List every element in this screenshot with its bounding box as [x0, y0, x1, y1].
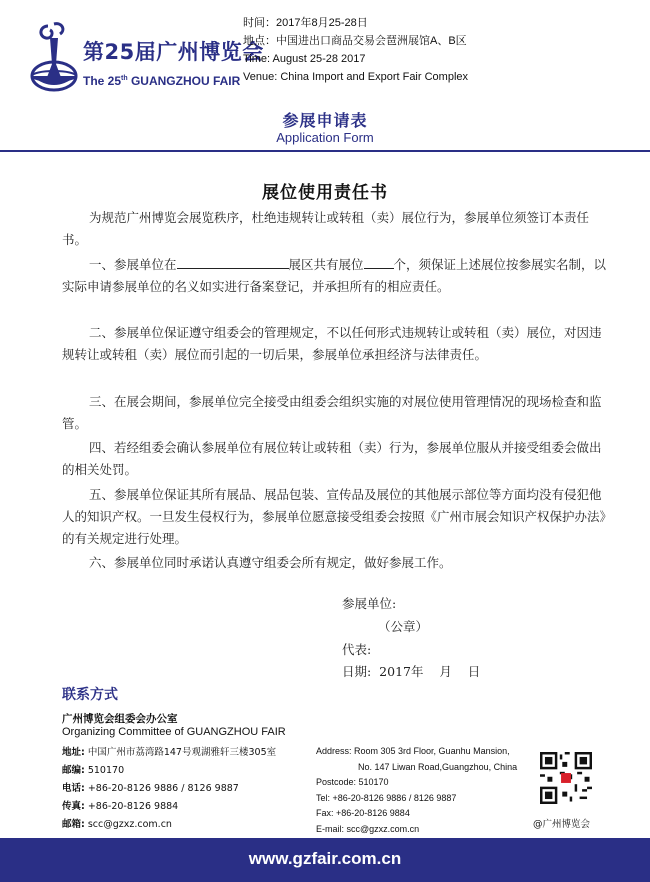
logo-text-en: The 25th GUANGZHOU FAIR [83, 74, 241, 88]
logo-text-cn: 第25届广州博览会 [83, 40, 264, 64]
clause-2: 二、参展单位保证遵守组委会的管理规定，不以任何形式违规转让或转租（卖）展位，对因违规转让或转租（卖）展位而引起的一切后果，参展单位承担经济与法律责任。 [62, 325, 602, 362]
document-title: 展位使用责任书 [262, 183, 388, 203]
booth-count-blank-field[interactable] [364, 254, 394, 269]
phone-en: Tel: +86-20-8126 9886 / 8126 9887 [316, 792, 457, 803]
contact-details-cn [62, 744, 276, 834]
fax-cn: 传真: +86-20-8126 9884 [62, 801, 179, 812]
social-handle: @广州博览会 [533, 819, 591, 830]
event-venue-cn: 地点：中国进出口商品交易会琶洲展馆A、B区 [243, 35, 467, 47]
hall-blank-field[interactable] [177, 254, 289, 269]
intro-paragraph: 为规范广州博览会展览秩序，杜绝违规转让或转租（卖）展位行为，参展单位须签订本责任书。 [62, 210, 590, 247]
postcode-en: Postcode: 510170 [316, 777, 389, 787]
fax-en: Fax: +86-20-8126 9884 [316, 808, 410, 818]
address-en-line2: No. 147 Liwan Road,Guangzhou, China [358, 761, 518, 772]
sign-date-label: 日期: 2017年 月 日 [342, 664, 481, 679]
clause-3: 三、在展会期间，参展单位完全接受由组委会组织实施的对展位使用管理情况的现场检查和监管。 [62, 394, 602, 431]
title-divider [0, 150, 650, 152]
address-en-line1: Address: Room 305 3rd Floor, Guanhu Mansion, [316, 746, 510, 756]
clause-1: 一、参展单位在 展区共有展位 个，须保证上述展位按参展实名制，以实际申请参展单位的名义如实进行备案登记，并承担所有的相应责任。 [62, 254, 610, 298]
organizer-name-cn: 广州博览会组委会办公室 [62, 713, 178, 725]
event-time-en: Time: August 25-28 2017 [243, 53, 366, 65]
clause-5: 五、参展单位保证其所有展品、展品包装、宣传品及展位的其他展示部位等方面均没有侵犯他人的知识产权。一旦发生侵权行为，参展单位愿意接受组委会按照《广州市展会知识产权保护办法》的有关规定进行处理。 [62, 487, 606, 546]
sign-rep-label: 代表: [342, 642, 372, 657]
address-cn: 地址: 中国广州市荔湾路147号观湖雅轩三楼305室 [62, 747, 277, 758]
contact-section-title: 联系方式 [62, 687, 118, 703]
form-title-en: Application Form [276, 130, 374, 145]
sign-unit-label: 参展单位: [342, 596, 397, 611]
sign-seal-label: （公章） [378, 619, 429, 634]
globe-tower-icon [28, 20, 80, 94]
phone-cn: 电话: +86-20-8126 9886 / 8126 9887 [62, 783, 239, 794]
event-venue-en: Venue: China Import and Export Fair Complex [243, 71, 469, 83]
clause-6: 六、参展单位同时承诺认真遵守组委会所有规定，做好参展工作。 [89, 555, 452, 570]
postcode-cn: 邮编: 510170 [62, 765, 125, 776]
organizer-name-en: Organizing Committee of GUANGZHOU FAIR [62, 726, 286, 738]
clause-4: 四、若经组委会确认参展单位有展位转让或转租（卖）行为，参展单位服从并接受组委会做出的相关处罚。 [62, 440, 602, 477]
qr-code-icon [540, 752, 592, 804]
event-info [243, 14, 468, 86]
contact-details-en [316, 744, 517, 837]
email-en[interactable]: E-mail: scc@gzxz.com.cn [316, 823, 420, 834]
form-title-cn: 参展申请表 [282, 111, 368, 130]
website-link[interactable]: www.gzfair.com.cn [248, 849, 402, 868]
email-cn[interactable]: 邮箱: scc@gzxz.com.cn [62, 819, 172, 830]
event-time-cn: 时间：2017年8月25-28日 [243, 17, 368, 29]
fair-logo [28, 18, 264, 98]
